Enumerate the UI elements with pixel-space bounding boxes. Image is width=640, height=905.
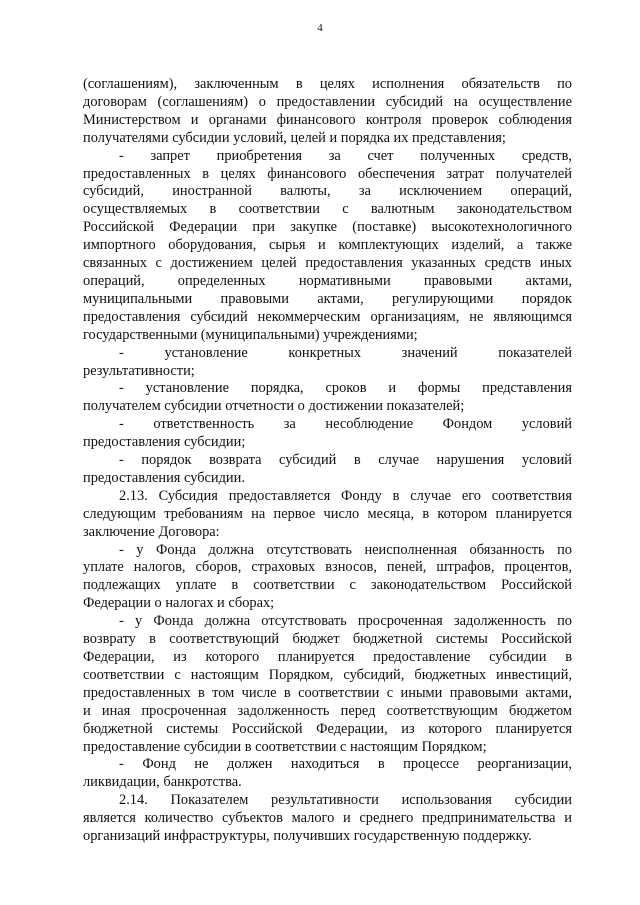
document-body — [83, 76, 572, 846]
text-line: предоставления субсидии; — [83, 434, 246, 451]
text-line: получателями субсидии условий, целей и порядка их представления; — [83, 129, 506, 146]
text-line: договорам (соглашениям) о предоставлении субсидий на осуществление — [83, 93, 572, 110]
text-line: - установление порядка, сроков и формы представления — [119, 380, 572, 397]
paragraph — [83, 345, 572, 381]
text-line: - порядок возврата субсидий в случае нарушения условий — [119, 452, 572, 469]
text-line: Российской Федерации при закупке (поставке) высокотехнологичного — [83, 219, 572, 236]
text-line: предоставленных в целях финансового обеспечения затрат получателей — [83, 165, 572, 182]
text-line: ликвидации, банкротства. — [83, 774, 242, 791]
text-line: государственными (муниципальными) учреждениями; — [83, 326, 418, 343]
text-line: предоставление субсидии в соответствии с настоящим Порядком; — [83, 738, 487, 755]
text-line: 2.13. Субсидия предоставляется Фонду в случае его соответствия — [119, 487, 572, 504]
text-line: Министерством и органами финансового контроля проверок соблюдения — [83, 111, 572, 128]
paragraph — [83, 416, 572, 452]
text-line: - установление конкретных значений показателей — [119, 344, 572, 361]
text-line: - у Фонда должна отсутствовать неисполненная обязанность по — [119, 541, 572, 558]
text-line: бюджетной системы Российской Федерации, из которого планируется — [83, 720, 572, 737]
text-line: результативности; — [83, 362, 195, 379]
text-line: муниципальными правовыми актами, регулирующими порядок — [83, 290, 572, 307]
text-line: связанных с достижением целей предоставления указанных средств иных — [83, 255, 572, 272]
paragraph — [83, 452, 572, 488]
paragraph — [83, 542, 572, 614]
text-line: операций, определенных нормативными правовыми актами, — [83, 272, 572, 289]
text-line: субсидий, иностранной валюты, за исключением операций, — [83, 183, 572, 200]
text-line: - запрет приобретения за счет полученных средств, — [119, 147, 572, 164]
paragraph — [83, 613, 572, 756]
text-line: предоставления субсидий некоммерческим организациям, не являющимся — [83, 308, 572, 325]
text-line: осуществляемых в соответствии с валютным законодательством — [83, 201, 572, 218]
paragraph — [83, 76, 572, 148]
text-line: предоставленных в том числе в соответствии с иными правовыми актами, — [83, 684, 572, 701]
text-line: импортного оборудования, сырья и комплектующих изделий, а также — [83, 237, 572, 254]
text-line: Федерации о налогах и сборах; — [83, 595, 275, 612]
text-line: возврату в соответствующий бюджет бюджетной системы Российской — [83, 631, 572, 648]
text-line: 2.14. Показателем результативности использования субсидии — [119, 792, 572, 809]
text-line: (соглашениям), заключенным в целях исполнения обязательств по — [83, 76, 572, 92]
paragraph — [83, 756, 572, 792]
paragraph — [83, 380, 572, 416]
paragraph — [83, 792, 572, 846]
text-line: следующим требованиям на первое число месяца, в котором планируется — [83, 505, 572, 522]
text-line: предоставления субсидии. — [83, 469, 245, 486]
page-number: 4 — [317, 22, 323, 34]
text-line: заключение Договора: — [83, 523, 220, 540]
text-line: - у Фонда должна отсутствовать просроченная задолженность по — [119, 613, 572, 630]
text-line: соответствии с настоящим Порядком, субсидий, бюджетных инвестиций, — [83, 666, 572, 683]
text-line: - Фонд не должен находиться в процессе реорганизации, — [119, 756, 572, 773]
text-line: Федерации, из которого планируется предоставление субсидии в — [83, 649, 572, 665]
paragraph — [83, 488, 572, 542]
text-line: и иная просроченная задолженность перед соответствующим бюджетом — [83, 702, 572, 719]
text-line: подлежащих уплате в соответствии с законодательством Российской — [83, 577, 572, 594]
text-line: организаций инфраструктуры, получивших государственную поддержку. — [83, 828, 532, 845]
text-line: - ответственность за несоблюдение Фондом условий — [119, 416, 572, 433]
text-line: является количество субъектов малого и среднего предпринимательства и — [83, 810, 572, 827]
text-line: уплате налогов, сборов, страховых взносов, пеней, штрафов, процентов, — [83, 559, 572, 576]
text-line: получателем субсидии отчетности о достижении показателей; — [83, 398, 465, 415]
paragraph — [83, 148, 572, 345]
